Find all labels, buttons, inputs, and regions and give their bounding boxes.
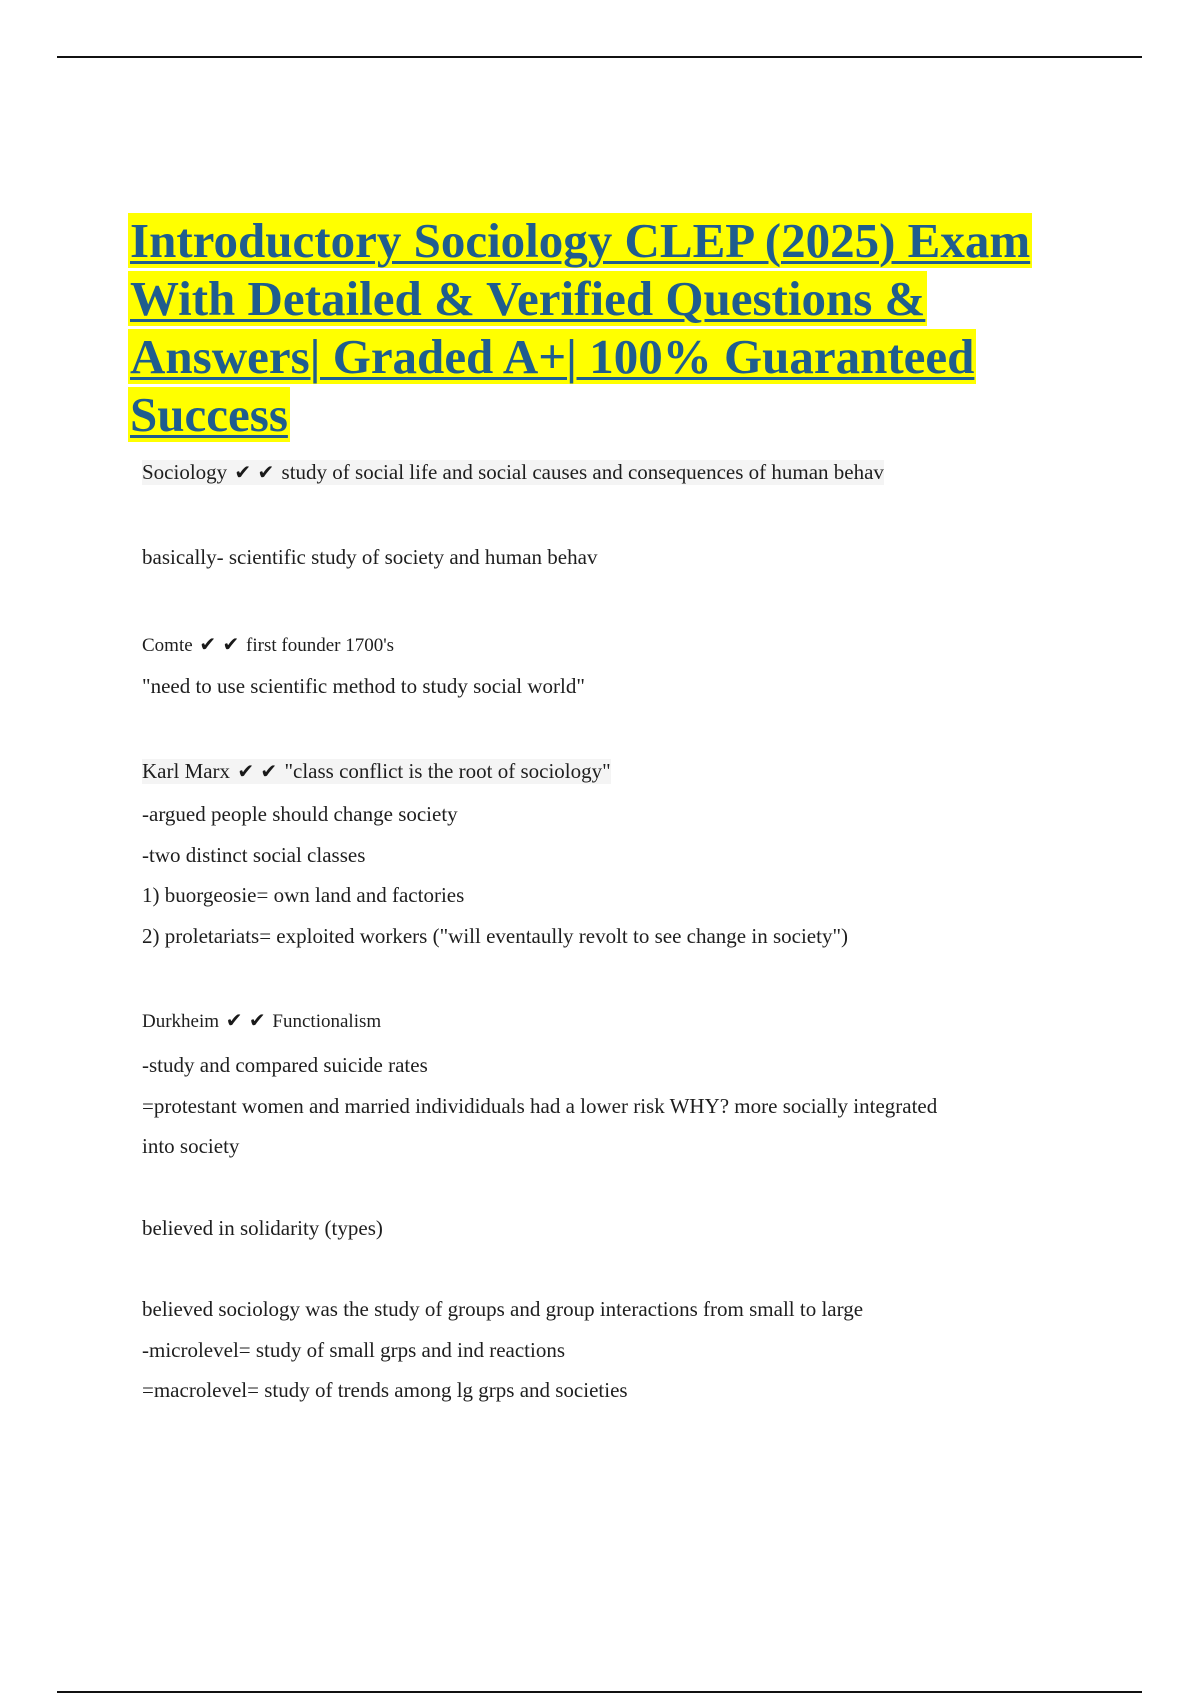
top-rule bbox=[57, 56, 1142, 58]
note-line: believed in solidarity (types) bbox=[142, 1216, 383, 1240]
title-line-1: Introductory Sociology CLEP (2025) Exam bbox=[130, 213, 1031, 268]
note-line: -two distinct social classes bbox=[142, 843, 366, 867]
note-line: 1) buorgeosie= own land and factories bbox=[142, 883, 465, 907]
title-line-4: Success bbox=[130, 387, 288, 442]
checkmark-icon: ✔ ✔ bbox=[199, 632, 240, 656]
definition-durkheim: Functionalism bbox=[272, 1011, 382, 1032]
note-line: -study and compared suicide rates bbox=[142, 1053, 428, 1077]
term-durkheim: Durkheim bbox=[142, 1011, 220, 1032]
note-line: =macrolevel= study of trends among lg grps and societies bbox=[142, 1378, 628, 1402]
title-line-2: With Detailed & Verified Questions & bbox=[130, 271, 926, 326]
note-line: basically- scientific study of society and human behav bbox=[142, 545, 598, 569]
note-line: -microlevel= study of small grps and ind reactions bbox=[142, 1338, 565, 1362]
note-line: -argued people should change society bbox=[142, 802, 458, 826]
entry-comte bbox=[142, 632, 394, 657]
term-marx: Karl Marx bbox=[142, 759, 231, 783]
document-title bbox=[128, 212, 1088, 444]
note-line: into society bbox=[142, 1134, 240, 1158]
bottom-rule bbox=[57, 1691, 1142, 1693]
note-line: "need to use scientific method to study social world" bbox=[142, 674, 585, 698]
entry-sociology bbox=[142, 460, 884, 485]
checkmark-icon: ✔ ✔ bbox=[225, 1008, 266, 1032]
definition-sociology: study of social life and social causes and consequences of human behav bbox=[281, 460, 884, 484]
title-line-3: Answers| Graded A+| 100% Guaranteed bbox=[130, 329, 975, 384]
entry-durkheim bbox=[142, 1008, 381, 1033]
note-line: =protestant women and married individiduals had a lower risk WHY? more socially integrated bbox=[142, 1094, 938, 1118]
note-line: 2) proletariats= exploited workers ("will eventaully revolt to see change in society") bbox=[142, 924, 849, 948]
checkmark-icon: ✔ ✔ bbox=[234, 460, 275, 484]
term-sociology: Sociology bbox=[142, 460, 228, 484]
term-comte: Comte bbox=[142, 635, 193, 656]
checkmark-icon: ✔ ✔ bbox=[237, 759, 278, 783]
definition-marx: "class conflict is the root of sociology" bbox=[284, 759, 611, 783]
note-line: believed sociology was the study of groups and group interactions from small to large bbox=[142, 1297, 864, 1321]
entry-marx bbox=[142, 759, 611, 784]
definition-comte: first founder 1700's bbox=[246, 635, 395, 656]
